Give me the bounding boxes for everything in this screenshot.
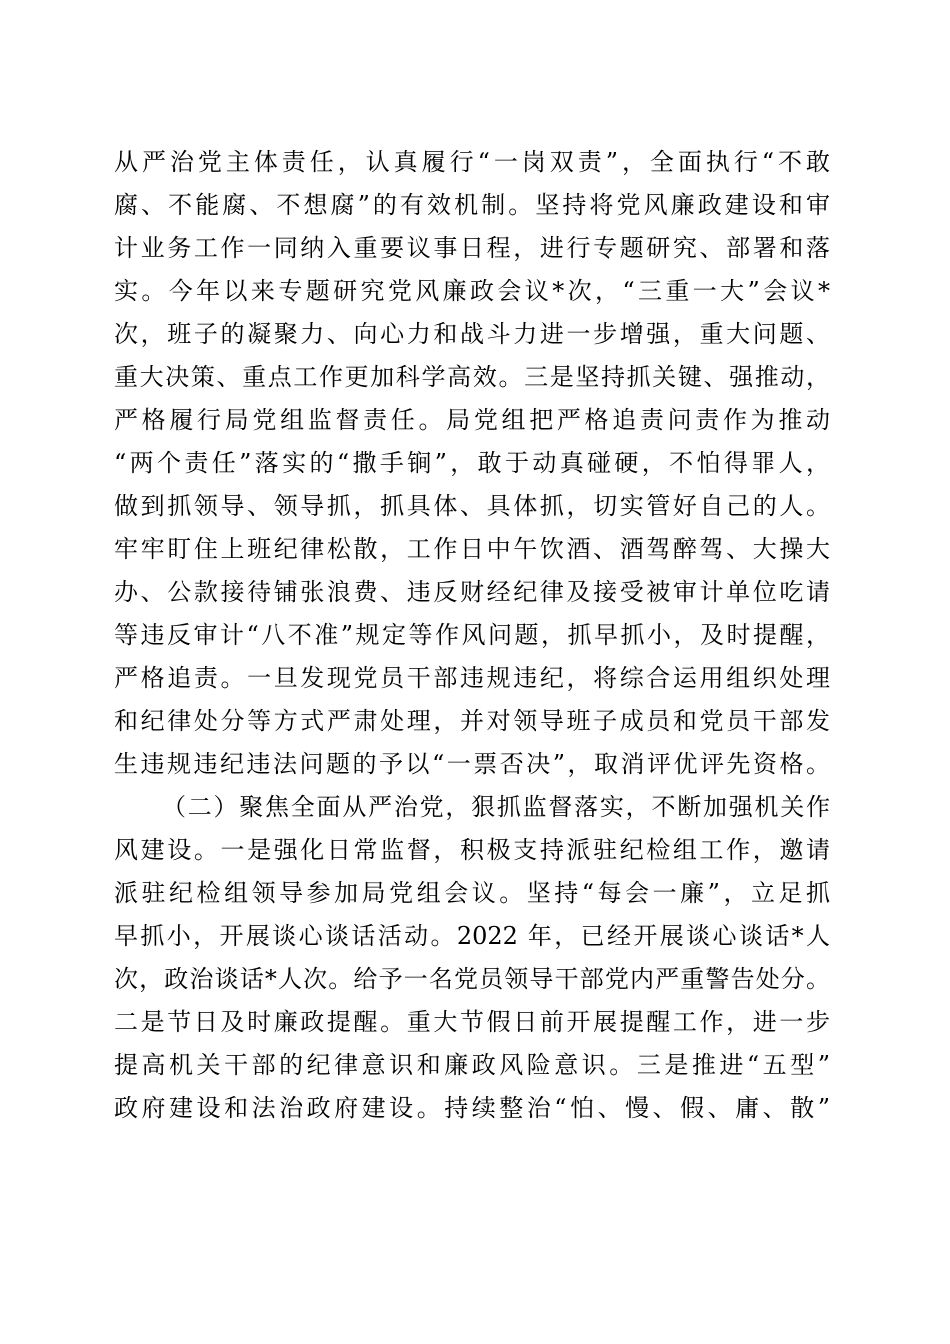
text-line: 生违规违纪违法问题的予以“一票否决”，取消评优评先资格。 bbox=[114, 750, 830, 778]
text-line: “两个责任”落实的“撒手锏”，敢于动真碰硬，不怕得罪人， bbox=[114, 449, 830, 477]
text-line: 和纪律处分等方式严肃处理，并对领导班子成员和党员干部发 bbox=[114, 707, 830, 735]
text-line: 办、公款接待铺张浪费、违反财经纪律及接受被审计单位吃请 bbox=[114, 578, 830, 606]
section-heading-line: （二）聚焦全面从严治党，狠抓监督落实，不断加强机关作 bbox=[162, 793, 830, 821]
text-line: 二是节日及时廉政提醒。重大节假日前开展提醒工作，进一步 bbox=[114, 1008, 830, 1036]
text-line: 早抓小，开展谈心谈话活动。2022 年，已经开展谈心谈话*人 bbox=[114, 922, 830, 950]
text-line: 等违反审计“八不准”规定等作风问题，抓早抓小，及时提醒， bbox=[114, 621, 830, 649]
text-line: 提高机关干部的纪律意识和廉政风险意识。三是推进“五型” bbox=[114, 1051, 830, 1079]
text-line: 从严治党主体责任，认真履行“一岗双责”，全面执行“不敢 bbox=[114, 148, 830, 176]
text-line: 计业务工作一同纳入重要议事日程，进行专题研究、部署和落 bbox=[114, 234, 830, 262]
text-line: 次，班子的凝聚力、向心力和战斗力进一步增强，重大问题、 bbox=[114, 320, 830, 348]
text-line: 派驻纪检组领导参加局党组会议。坚持“每会一廉”，立足抓 bbox=[114, 879, 830, 907]
text-line: 实。今年以来专题研究党风廉政会议*次，“三重一大”会议* bbox=[114, 277, 830, 305]
text-line: 政府建设和法治政府建设。持续整治“怕、慢、假、庸、散” bbox=[114, 1094, 830, 1122]
text-line: 严格追责。一旦发现党员干部违规违纪，将综合运用组织处理 bbox=[114, 664, 830, 692]
text-line: 牢牢盯住上班纪律松散，工作日中午饮酒、酒驾醉驾、大操大 bbox=[114, 535, 830, 563]
text-line: 腐、不能腐、不想腐”的有效机制。坚持将党风廉政建设和审 bbox=[114, 191, 830, 219]
text-line: 做到抓领导、领导抓，抓具体、具体抓，切实管好自己的人。 bbox=[114, 492, 830, 520]
text-line: 严格履行局党组监督责任。局党组把严格追责问责作为推动 bbox=[114, 406, 830, 434]
text-line: 次，政治谈话*人次。给予一名党员领导干部党内严重警告处分。 bbox=[114, 965, 830, 993]
text-line: 重大决策、重点工作更加科学高效。三是坚持抓关键、强推动， bbox=[114, 363, 830, 391]
text-line: 风建设。一是强化日常监督，积极支持派驻纪检组工作，邀请 bbox=[114, 836, 830, 864]
